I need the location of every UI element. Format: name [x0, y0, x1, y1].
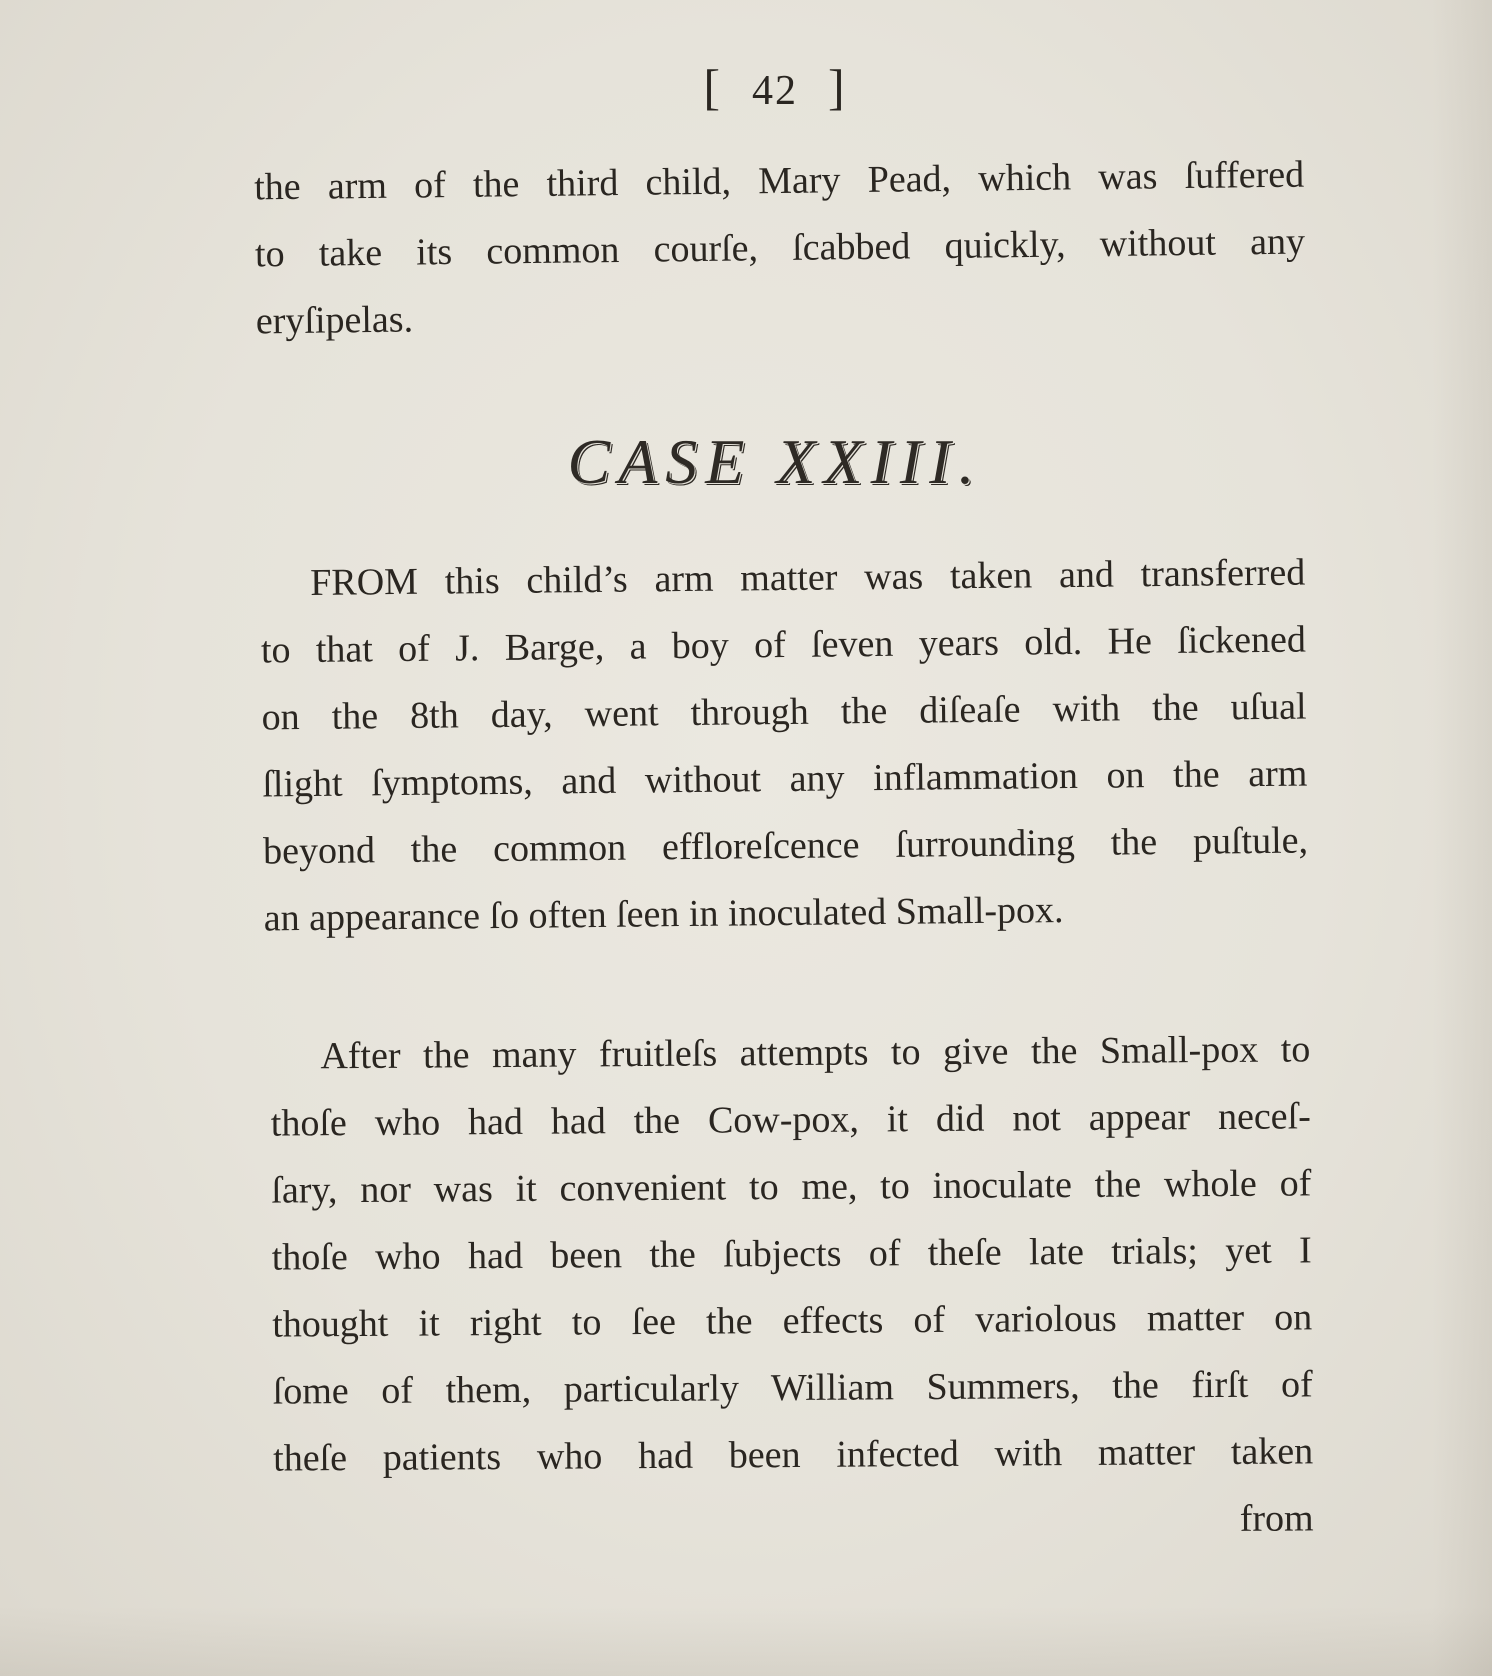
text-line: thought it right to ſee the effects of variolous matter on: [272, 1296, 1313, 1346]
text-line: beyond the common effloreſcence ſurrounding the puſtule,: [262, 819, 1309, 873]
text-line: ſlight ſymptoms, and without any inflammation on the arm: [262, 752, 1308, 806]
page-number: 42: [752, 68, 798, 114]
continuation-paragraph: [254, 142, 1306, 356]
text-line: to take its common courſe, ſcabbed quickly, without any: [254, 220, 1306, 276]
text-line: thoſe who had had the Cow-pox, it did not appear neceſ-: [270, 1095, 1311, 1145]
text-line: to that of J. Barge, a boy of ſeven years old. He ſickened: [260, 618, 1307, 672]
text-line: ſary, nor was it convenient to me, to inoculate the whole of: [271, 1162, 1312, 1212]
page-number-header: [0, 58, 1492, 116]
after-paragraph: [270, 1016, 1314, 1559]
text-line: FROM this child’s arm matter was taken and transferred: [310, 551, 1306, 604]
page-edge-shadow: [1432, 0, 1492, 1676]
close-bracket: ]: [828, 59, 847, 115]
text-line: eryſipelas.: [255, 298, 414, 343]
case-heading: CASE XXIII.: [567, 426, 983, 497]
page-bottom-shadow: [0, 1606, 1492, 1676]
catchword: from: [1239, 1497, 1314, 1540]
text-line: After the many fruitleſs attempts to give the Small-pox to: [320, 1028, 1311, 1078]
text-line: thoſe who had been the ſubjects of theſe late trials; yet I: [271, 1229, 1312, 1279]
text-line: on the 8th day, went through the diſeaſe with the uſual: [261, 685, 1307, 739]
text-line: theſe patients who had been infected with matter taken: [273, 1430, 1314, 1480]
text-line: an appearance ſo often ſeen in inoculated Small-pox.: [263, 889, 1064, 940]
case-paragraph: [260, 540, 1309, 953]
open-bracket: [: [703, 59, 722, 115]
text-line: ſome of them, particularly William Summers, the firſt of: [272, 1363, 1313, 1413]
text-line: the arm of the third child, Mary Pead, which was ſuffered: [253, 153, 1305, 209]
